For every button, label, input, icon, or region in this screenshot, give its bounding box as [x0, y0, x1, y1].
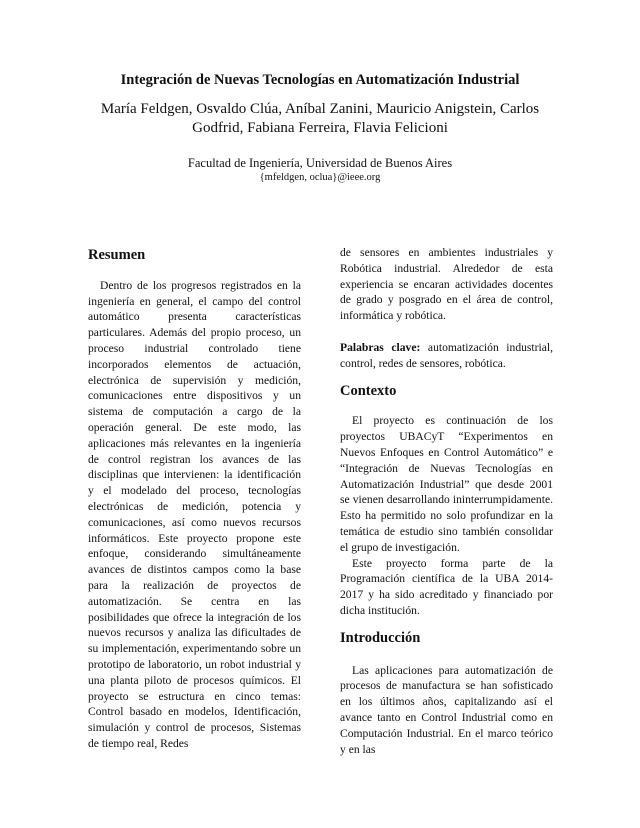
- keywords: [340, 340, 553, 372]
- author-list: María Feldgen, Osvaldo Clúa, Aníbal Zanini, Mauricio Anigstein, Carlos Godfrid, Fabiana Ferreira, Flavia Felicioni: [100, 101, 540, 136]
- introduction-text: Las aplicaciones para automatización de procesos de manufactura se han sofisticado en los últimos años, capitalizando así el avance tanto en Control Industrial como en Computación Industrial. En el marco teórico y en las: [340, 663, 553, 756]
- abstract-continuation: de sensores en ambientes industriales y Robótica industrial. Alrededor de esta experiencia se encaran actividades docentes de grado y posgrado en el área de control, informática y robótica.: [340, 246, 553, 323]
- contact-email: {mfeldgen, oclua}@ieee.org: [259, 172, 381, 183]
- left-column: [88, 248, 301, 752]
- context-heading: Contexto: [340, 382, 397, 399]
- keywords-label: Palabras clave:: [340, 340, 421, 354]
- affiliation: Facultad de Ingeniería, Universidad de Buenos Aires: [187, 156, 453, 170]
- keywords-text: automatización industrial, control, redes de sensores, robótica.: [340, 340, 553, 370]
- context-paragraph: Este proyecto forma parte de la Programación científica de la UBA 2014-2017 y ha sido acreditado y financiado por dicha institución.: [340, 556, 553, 617]
- paper-title: Integración de Nuevas Tecnologías en Automatización Industrial: [120, 72, 520, 88]
- right-column: [340, 245, 553, 757]
- abstract-text: Dentro de los progresos registrados en la ingeniería en general, el campo del control automático presenta características particulares. Además del propio proceso, un proceso industrial controlado tiene incorporados elementos de actuación, electrónica de supervisión y medición, comunicaciones entre dispositivos y un sistema de computación a cargo de la operación general. De este modo, las aplicaciones más relevantes en la ingeniería de control registran los avances de las disciplinas que intervienen: la identificación y el modelado del proceso, tecnologías electrónicas de medición, potencia y comunicaciones, así como nuevos recursos informáticos. Este proyecto propone este enfoque, considerando simultáneamente avances de distintos campos como la base para la realización de proyectos de automatización. Se centra en las posibilidades que ofrece la integración de los nuevos recursos y analiza las dificultades de su implementación, experimentando sobre un prototipo de laboratorio, un robot industrial y una planta piloto de procesos químicos. El proyecto se estructura en cinco temas: Control basado en modelos, Identificación, simulación y control de procesos, Sistemas de tiempo real, Redes: [88, 278, 301, 750]
- introduction-heading: Introducción: [340, 629, 421, 646]
- abstract-heading: Resumen: [88, 247, 146, 263]
- context-paragraph: El proyecto es continuación de los proyectos UBACyT “Experimentos en Nuevos Enfoques en Control Automático” e “Integración de Nuevas Tecnologías en Automatización Industrial” que desde 2001 se vienen desarrollando ininterrumpidamente. Esto ha permitido no solo profundizar en la temática de estudio sino también consolidar el grupo de investigación.: [340, 414, 553, 554]
